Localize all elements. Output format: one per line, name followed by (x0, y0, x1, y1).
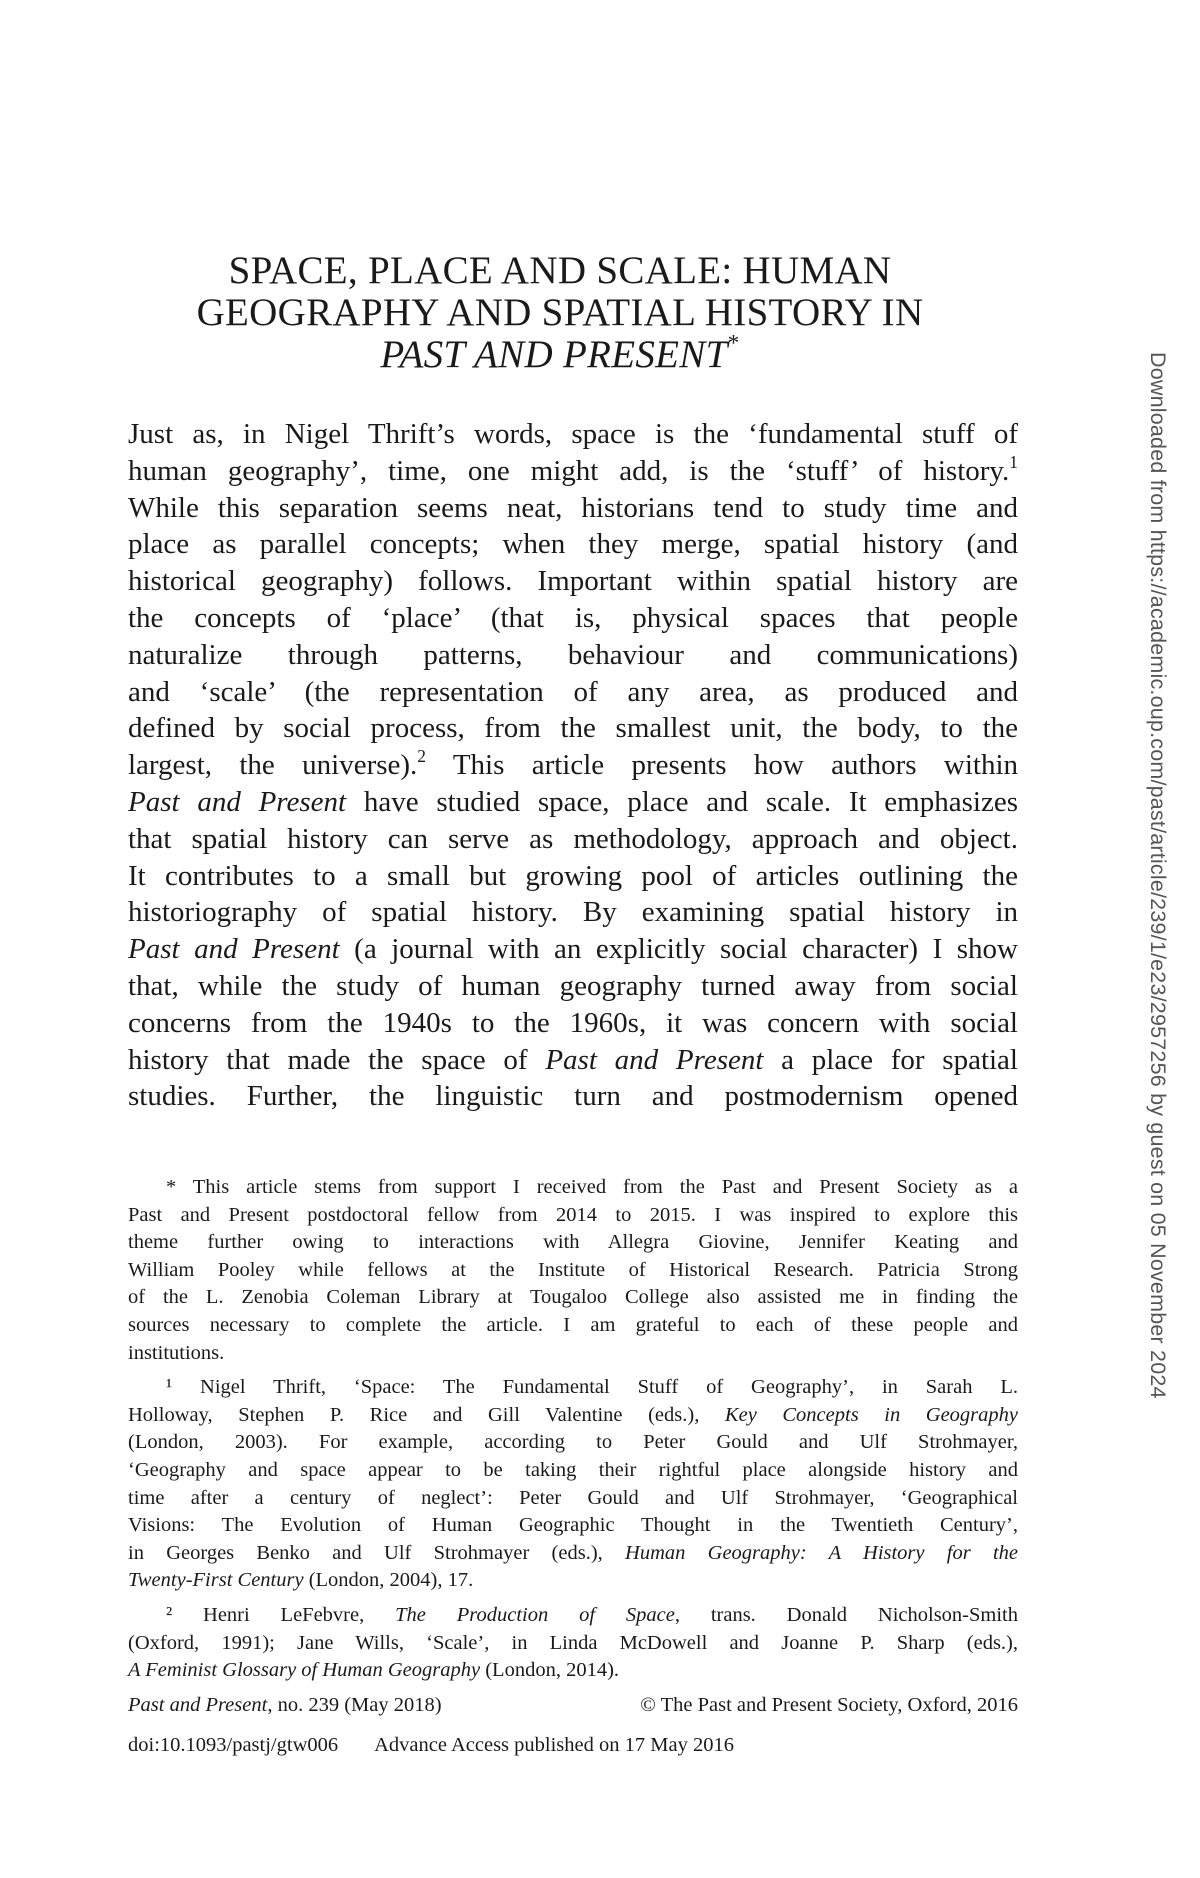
body-line: human geography’, time, one might add, is the ‘stuff’ of history.$^1$ (128, 451, 1018, 487)
download-watermark (1143, 352, 1173, 1482)
body-line: historiography of spatial history. By examining spatial history in (128, 896, 1018, 929)
body-line: that, while the study of human geography turned away from social (128, 969, 1018, 1002)
body-line: place as parallel concepts; when they merge, spatial history (and (128, 528, 1018, 561)
title-line-3 (120, 330, 1000, 376)
footnote-star: * This article stems from support I received from the Past and Present Society as a Past and Present postdoctoral fellow from 2014 to 2015. I was inspired to explore this theme further owing to interactions with Allegra Giovine, Jennifer Keating and William Pooley while fellows at the Institute of Historical Research. Patricia Strong of the L. Zenobia Coleman Library at Tougaloo College also assisted me in finding the sources necessary to complete the article. I am grateful to each of these people and institutions. (128, 1176, 1018, 1364)
doi[interactable]: doi:10.1093/pastj/gtw006 (128, 1734, 339, 1756)
body-line: largest, the universe).$^2$ This article presents how authors within (128, 746, 1018, 782)
footnotes (128, 1174, 1018, 1692)
doi-line (128, 1732, 1018, 1758)
title-journal-name: PAST AND PRESENT (380, 333, 728, 376)
body-line: defined by social process, from the smallest unit, the body, to the (128, 712, 1018, 745)
download-note: Downloaded from https://academic.oup.com/past/article/239/1/e23/2957256 by guest on 05 November 2024 (1146, 352, 1170, 1399)
body-line: Just as, in Nigel Thrift’s words, space is the ‘fundamental stuff of (128, 418, 1018, 450)
body-line: studies. Further, the linguistic turn and postmodernism opened (128, 1080, 1018, 1113)
body-line: historical geography) follows. Important within spatial history are (128, 565, 1018, 598)
footnote-ref-2[interactable]: 2 (417, 746, 426, 766)
body-line: It contributes to a small but growing pool of articles outlining the (128, 859, 1018, 892)
body-line: While this separation seems neat, historians tend to study time and (128, 491, 1018, 524)
title-footnote-marker: * (727, 330, 740, 357)
body-line: concerns from the 1940s to the 1960s, it was concern with social (128, 1006, 1018, 1039)
footnote-2: ² Henri LeFebvre, The Production of Space, trans. Donald Nicholson-Smith (Oxford, 1991); Jane Wills, ‘Scale’, in Linda McDowell and Joanne P. Sharp (eds.), A Feminist Glossary of Human Geography (London, 2014). (128, 1603, 1018, 1682)
footnote-ref-1[interactable]: 1 (1009, 451, 1018, 472)
body-line: naturalize through patterns, behaviour and communications) (128, 638, 1018, 671)
body-line: the concepts of ‘place’ (that is, physical spaces that people (128, 601, 1018, 634)
body-line: and ‘scale’ (the representation of any area, as produced and (128, 675, 1018, 708)
copyright-notice: © The Past and Present Society, Oxford, 2016 (640, 1694, 1018, 1716)
title-line-2: GEOGRAPHY AND SPATIAL HISTORY IN (196, 291, 924, 334)
journal-issue: Past and Present, no. 239 (May 2018) (128, 1694, 442, 1716)
article-title (120, 250, 1000, 376)
body-line: history that made the space of Past and Present a place for spatial (128, 1043, 1018, 1076)
body-line: that spatial history can serve as methodology, approach and object. (128, 822, 1018, 855)
title-line-1: SPACE, PLACE AND SCALE: HUMAN (228, 249, 892, 292)
advance-access-note: Advance Access published on 17 May 2016 (374, 1734, 734, 1756)
article-body (128, 416, 1018, 1115)
footnote-1: ¹ Nigel Thrift, ‘Space: The Fundamental Stuff of Geography’, in Sarah L. Holloway, Stephen P. Rice and Gill Valentine (eds.), Key Concepts in Geography (London, 2003). For example, according to Peter Gould and Ulf Strohmayer, ‘Geography and space appear to be taking their rightful place alongside history and time after a century of neglect’: Peter Gould and Ulf Strohmayer, ‘Geographical Visions: The Evolution of Human Geographic Thought in the Twentieth Century’, in Georges Benko and Ulf Strohmayer (eds.), Human Geography: A History for the Twenty-First Century (London, 2004), 17. (128, 1376, 1019, 1592)
journal-citation (128, 1692, 1018, 1718)
body-line: Past and Present (a journal with an explicitly social character) I show (128, 933, 1018, 966)
body-line: Past and Present have studied space, place and scale. It emphasizes (128, 785, 1018, 818)
